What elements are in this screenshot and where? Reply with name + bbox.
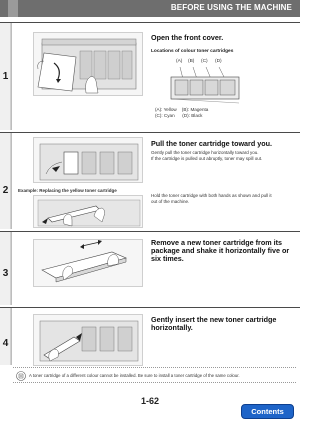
header-corner-tab	[8, 0, 18, 17]
illustration-insert-cartridge	[33, 314, 143, 366]
step-3-title-line-2: package and shake it horizontally five or	[151, 246, 290, 255]
illustration-cartridge-locations	[165, 67, 245, 105]
cartridge-locations-caption: Locations of colour toner cartridges	[151, 49, 234, 54]
contents-button[interactable]: Contents	[241, 404, 294, 419]
step-number: 3	[2, 268, 9, 279]
cartridge-letter-b: (B)	[188, 59, 195, 64]
step-number: 4	[2, 338, 9, 349]
cartridge-letter-d: (D)	[215, 59, 222, 64]
step-number-column	[0, 308, 11, 365]
step-1	[0, 22, 300, 130]
step-2-body2-line-2: out of the machine.	[151, 199, 190, 204]
page-header-title: BEFORE USING THE MACHINE	[170, 3, 292, 12]
step-2-title: Pull the toner cartridge toward you.	[151, 139, 273, 148]
step-2-body2-line-1: Hold the toner cartridge with both hands as shown and pull it	[151, 193, 272, 198]
step-1-title: Open the front cover.	[151, 33, 224, 42]
step-4	[0, 307, 300, 365]
step-3-title-line-1: Remove a new toner cartridge from its	[151, 238, 283, 247]
step-number: 2	[2, 185, 9, 196]
pull-cartridge-illustration	[34, 138, 143, 183]
step-3-title-line-3: six times.	[151, 254, 184, 263]
note-text: A toner cartridge of a different colour cannot be installed. Be sure to install a toner cartridge of the same colour.	[29, 373, 240, 378]
illustration-open-front-cover	[33, 32, 143, 96]
illustration-pull-cartridge	[33, 137, 143, 183]
hold-cartridge-illustration	[34, 196, 143, 228]
cartridge-letter-c: (C)	[201, 59, 208, 64]
machine-front-cover-illustration	[34, 33, 143, 96]
cartridge-legend-line-1: (A): Yellow (B): Magenta	[155, 107, 209, 112]
cartridge-slots-illustration	[165, 67, 245, 105]
illustration-hold-cartridge	[33, 195, 143, 228]
step-number-column	[0, 133, 11, 229]
step-4-title-line-2: horizontally.	[151, 323, 193, 332]
header-bar	[0, 0, 300, 17]
example-label: Example: Replacing the yellow toner cartridge	[18, 188, 117, 193]
step-2-body-line-1: Gently pull the toner cartridge horizontally toward you.	[151, 150, 259, 155]
note-row	[13, 367, 296, 383]
step-2	[0, 132, 300, 229]
illustration-shake-cartridge	[33, 239, 143, 287]
step-4-title-line-1: Gently insert the new toner cartridge	[151, 315, 277, 324]
step-2-body-line-2: If the cartridge is pulled out abruptly, toner may spill out.	[151, 156, 263, 161]
shake-cartridge-illustration	[34, 240, 143, 287]
cartridge-letter-a: (A)	[176, 59, 183, 64]
page-number: 1-62	[140, 396, 159, 406]
insert-cartridge-illustration	[34, 315, 143, 366]
step-number: 1	[2, 71, 9, 82]
cartridge-legend-line-2: (C): Cyan (D): Black	[155, 113, 203, 118]
step-3	[0, 231, 300, 305]
note-icon	[16, 371, 26, 381]
